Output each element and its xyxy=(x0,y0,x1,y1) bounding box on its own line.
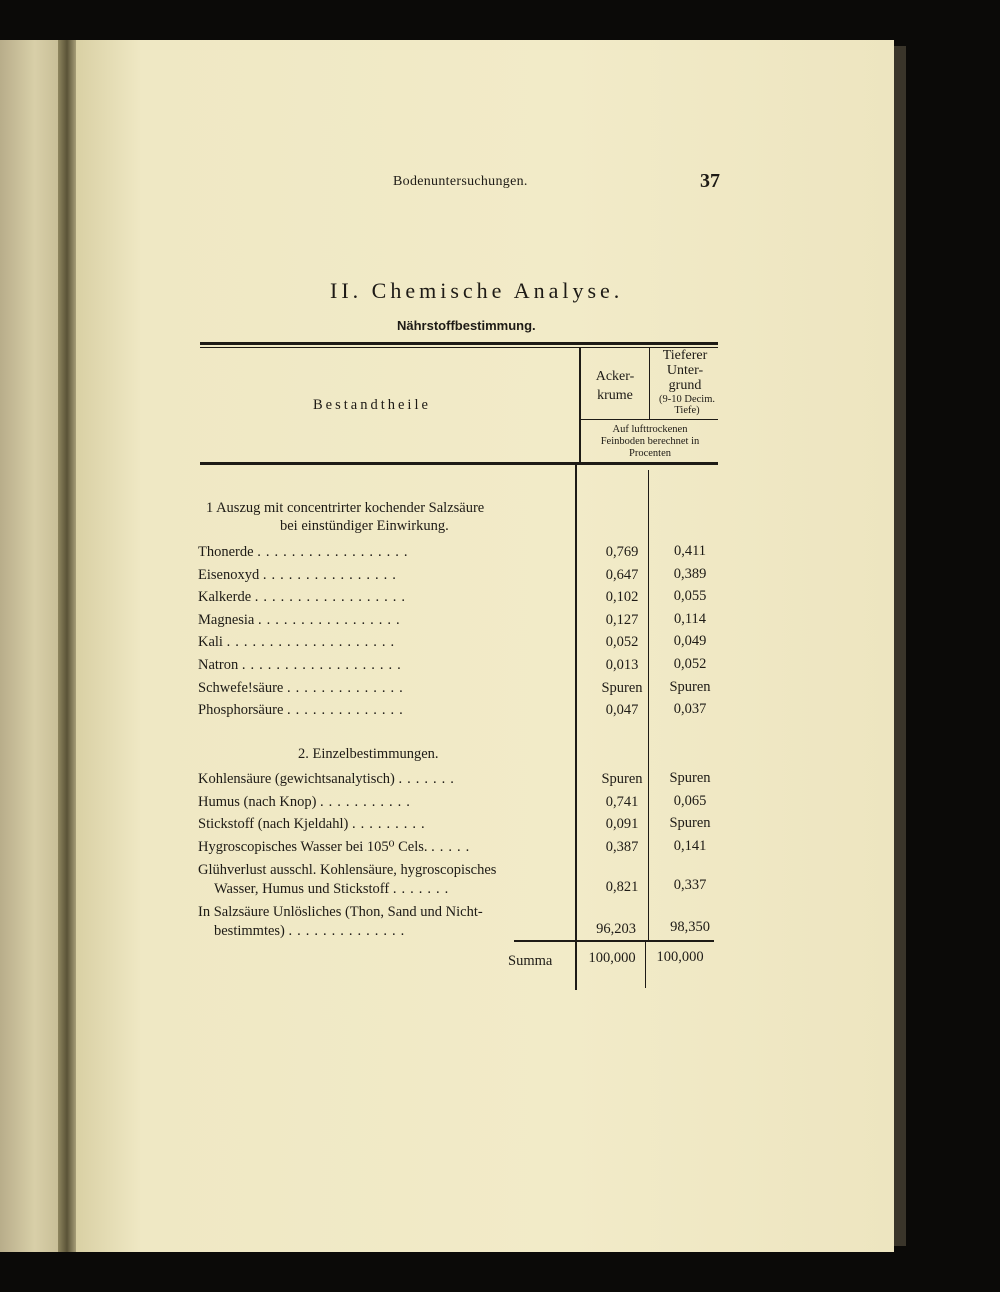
body-divider xyxy=(575,465,577,941)
row-label-text: Wasser, Humus und Stickstoff xyxy=(214,881,390,897)
row-label xyxy=(198,589,410,606)
leader-dots: ......... xyxy=(351,816,430,833)
row-label xyxy=(198,771,459,788)
value-untergrund: 0,389 xyxy=(673,565,707,582)
leader-dots: ..... xyxy=(431,838,475,855)
section-title: II. Chemische Analyse. xyxy=(330,278,624,303)
section1-title-cont: bei einstündiger Einwirkung. xyxy=(280,518,449,534)
row-label xyxy=(198,634,399,651)
leader-dots: ....... xyxy=(398,771,459,787)
table-subtitle: Nährstoffbestimmung. xyxy=(397,318,536,333)
header-bottom-rule xyxy=(200,462,718,465)
book-gutter xyxy=(58,40,76,1252)
table-top-rule-thin xyxy=(200,347,718,348)
column-header-untergrund: Tieferer Unter-grund xyxy=(662,348,708,393)
running-head: Bodenuntersuchungen. xyxy=(393,174,528,189)
leader-dots: ................ xyxy=(262,566,401,583)
row-label-text: Eisenoxyd xyxy=(198,566,260,583)
column-header-depth-note: (9-10 Decim. Tiefe) xyxy=(659,394,715,416)
row-label xyxy=(198,794,415,811)
row-label-text: Hygroscopisches Wasser bei 105⁰ Cels. xyxy=(198,838,428,855)
row-label-text: Kalkerde xyxy=(198,589,252,606)
leader-dots: .............. xyxy=(287,702,408,719)
value-untergrund: Spuren xyxy=(669,770,711,786)
row-label-text: Phosphorsäure xyxy=(198,702,284,719)
value-ackerkrume: 0,647 xyxy=(605,566,639,583)
value-untergrund: 0,337 xyxy=(673,877,707,893)
row-label-text: Kohlensäure (gewichtsanalytisch) xyxy=(198,771,395,787)
leader-dots: ................... xyxy=(241,657,406,673)
summa-label: Summa xyxy=(508,953,553,969)
value-ackerkrume: 0,102 xyxy=(605,589,639,606)
row-label-text: Magnesia xyxy=(198,611,255,628)
value-ackerkrume: 0,047 xyxy=(605,702,639,719)
row-label-text: bestimmtes) xyxy=(214,923,285,939)
header-col-divider xyxy=(649,348,650,420)
row-label-text: Schwefe!säure xyxy=(198,679,284,696)
row-label-line2 xyxy=(214,881,453,898)
row-label xyxy=(198,544,412,561)
row-label-text: Stickstoff (nach Kjeldahl) xyxy=(198,816,349,833)
value-ackerkrume: 0,127 xyxy=(605,611,639,628)
row-label-text: Natron xyxy=(198,657,239,673)
value-ackerkrume: 0,013 xyxy=(605,657,639,673)
value-ackerkrume: 0,821 xyxy=(605,879,639,895)
leader-dots: .............. xyxy=(286,679,408,696)
page-stack-edge xyxy=(894,46,906,1246)
value-untergrund: Spuren xyxy=(669,815,711,832)
summa-ackerkrume: 100,000 xyxy=(588,950,636,966)
row-label-line1: Glühverlust ausschl. Kohlensäure, hygroscopisches xyxy=(198,862,497,878)
section2-title: 2. Einzelbestimmungen. xyxy=(298,746,439,762)
leader-dots: .............. xyxy=(288,923,410,939)
leader-dots: ....... xyxy=(392,881,454,897)
leader-dots: ................. xyxy=(258,611,405,628)
summa-divider xyxy=(575,942,577,990)
value-untergrund: 0,065 xyxy=(673,792,707,809)
leader-dots: .................. xyxy=(257,544,413,560)
value-untergrund: 98,350 xyxy=(670,919,710,935)
row-label-line1: In Salzsäure Unlösliches (Thon, Sand und Nicht- xyxy=(198,904,483,920)
value-ackerkrume: 0,741 xyxy=(605,793,639,810)
summa-rule xyxy=(514,940,714,942)
value-ackerkrume: Spuren xyxy=(601,771,643,787)
column-header-ackerkrume: Acker-krume xyxy=(595,369,635,403)
value-untergrund: 0,411 xyxy=(673,543,707,559)
value-untergrund: 0,141 xyxy=(673,837,707,854)
value-untergrund: Spuren xyxy=(669,678,711,695)
row-label xyxy=(198,839,474,856)
unit-note: Auf lufttrockenen Feinboden berechnet in Procenten xyxy=(600,424,700,459)
page-number: 37 xyxy=(700,170,720,192)
row-label xyxy=(198,657,406,674)
row-label xyxy=(198,680,408,697)
row-label xyxy=(198,702,408,719)
value-ackerkrume: 0,769 xyxy=(605,544,639,560)
row-label-text: Humus (nach Knop) xyxy=(198,793,317,810)
table-top-rule xyxy=(200,342,718,345)
leader-dots: .................. xyxy=(254,589,411,606)
leader-dots: .................... xyxy=(226,634,400,651)
summa-untergrund: 100,000 xyxy=(656,949,704,965)
value-ackerkrume: Spuren xyxy=(601,679,643,696)
value-ackerkrume: 0,387 xyxy=(605,838,639,855)
row-label xyxy=(198,612,405,629)
value-ackerkrume: 0,091 xyxy=(605,816,639,833)
row-label-line2 xyxy=(214,923,409,940)
value-ackerkrume: 0,052 xyxy=(605,634,639,651)
value-ackerkrume: 96,203 xyxy=(596,921,636,937)
row-label-text: Kali xyxy=(198,634,223,651)
header-divider xyxy=(579,348,581,462)
value-untergrund: 0,052 xyxy=(673,656,707,672)
row-label xyxy=(198,816,430,833)
column-header-components: Bestandtheile xyxy=(313,397,431,413)
value-untergrund: 0,114 xyxy=(673,610,707,627)
facing-page-edge xyxy=(0,40,58,1252)
row-label-text: Thonerde xyxy=(198,544,254,560)
section1-title: 1 Auszug mit concentrirter kochender Salzsäure xyxy=(206,500,485,516)
unit-note-rule xyxy=(581,419,718,420)
row-label xyxy=(198,567,401,584)
value-untergrund: 0,055 xyxy=(673,588,707,605)
leader-dots: ........... xyxy=(320,793,415,810)
value-untergrund: 0,037 xyxy=(673,701,707,718)
value-untergrund: 0,049 xyxy=(673,633,707,650)
